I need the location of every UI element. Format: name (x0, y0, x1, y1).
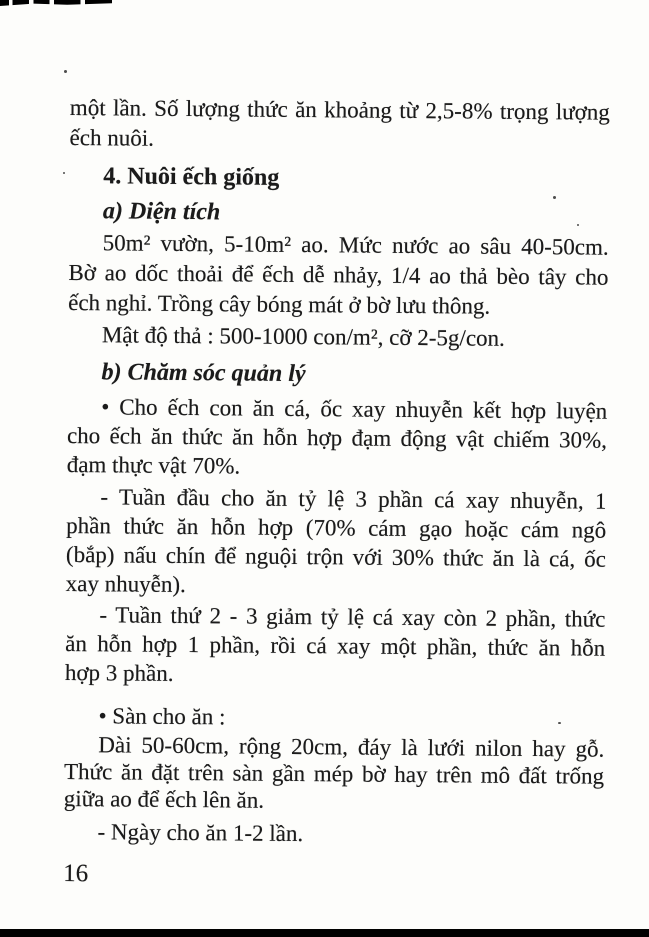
subsection-a-heading: a) Diện tích (102, 198, 221, 226)
scan-speck (63, 172, 65, 174)
text-line: • Sàn cho ăn : (98, 703, 226, 730)
text-line: đạm thực vật 70%. (66, 451, 241, 479)
text-line: một lần. Số lượng thức ăn khoảng từ 2,5-8% trọng lượng (69, 94, 610, 125)
text-line: Thức ăn đặt trên sàn gần mép bờ hay trên mô đất trống (63, 758, 605, 789)
text-line: Bờ ao dốc thoải để ếch dễ nhảy, 1/4 ao thả bèo tây cho (68, 259, 609, 290)
paragraph-daily (63, 817, 603, 852)
paragraph-week1 (66, 482, 607, 603)
paragraph-density (68, 320, 608, 355)
text-line: (bắp) nấu chín để nguội trộn với 30% thức ăn là cá, ốc (65, 541, 607, 572)
text-line: - Tuần đầu cho ăn tỷ lệ 3 phần cá xay nhuyễn, 1 (100, 484, 607, 514)
text-line: Mật độ thả : 500-1000 con/m², cỡ 2-5g/con. (101, 322, 505, 351)
text-line: 50m² vườn, 5-10m² ao. Mức nước ao sâu 40-50cm. (102, 230, 609, 260)
paragraph-week23 (65, 600, 606, 692)
text-line: ăn hỗn hợp 1 phần, rồi cá xay một phần, thức ăn hỗn (65, 630, 606, 661)
scan-speck (64, 70, 67, 73)
text-line: hợp 3 phần. (64, 659, 174, 686)
text-line: xay nhuyễn). (65, 570, 186, 598)
text-line: giữa ao để ếch lên ăn. (63, 785, 265, 813)
scan-artifact-top-edge (0, 0, 112, 6)
text-line: phần thức ăn hỗn hợp (70% cám gạo hoặc cám ngô (66, 512, 607, 543)
section-heading: 4. Nuôi ếch giống (103, 163, 280, 191)
text-line: ếch nghỉ. Trồng cây bóng mát ở bờ lưu thông. (68, 289, 491, 319)
paragraph-intro (69, 93, 610, 158)
text-line: Dài 50-60cm, rộng 20cm, đáy là lưới nilon hay gỗ. (98, 732, 605, 762)
text-line: ếch nuôi. (69, 124, 155, 151)
page-number: 16 (63, 859, 89, 888)
text-line: - Tuần thứ 2 - 3 giảm tỷ lệ cá xay còn 2 phần, thức (99, 602, 606, 632)
paragraph-tray (64, 731, 605, 817)
paragraph-tray-heading (64, 701, 604, 736)
scan-artifact-bottom-bar (0, 929, 649, 937)
text-line: - Ngày cho ăn 1-2 lần. (97, 819, 304, 847)
paragraph-area (68, 228, 609, 323)
text-line: • Cho ếch con ăn cá, ốc xay nhuyễn kết hợp luyện (101, 394, 608, 424)
subsection-b-heading: b) Chăm sóc quản lý (101, 359, 306, 388)
paragraph-feed (67, 392, 608, 484)
page-content (63, 93, 610, 894)
text-line: cho ếch ăn thức ăn hỗn hợp đạm động vật chiếm 30%, (66, 422, 608, 453)
